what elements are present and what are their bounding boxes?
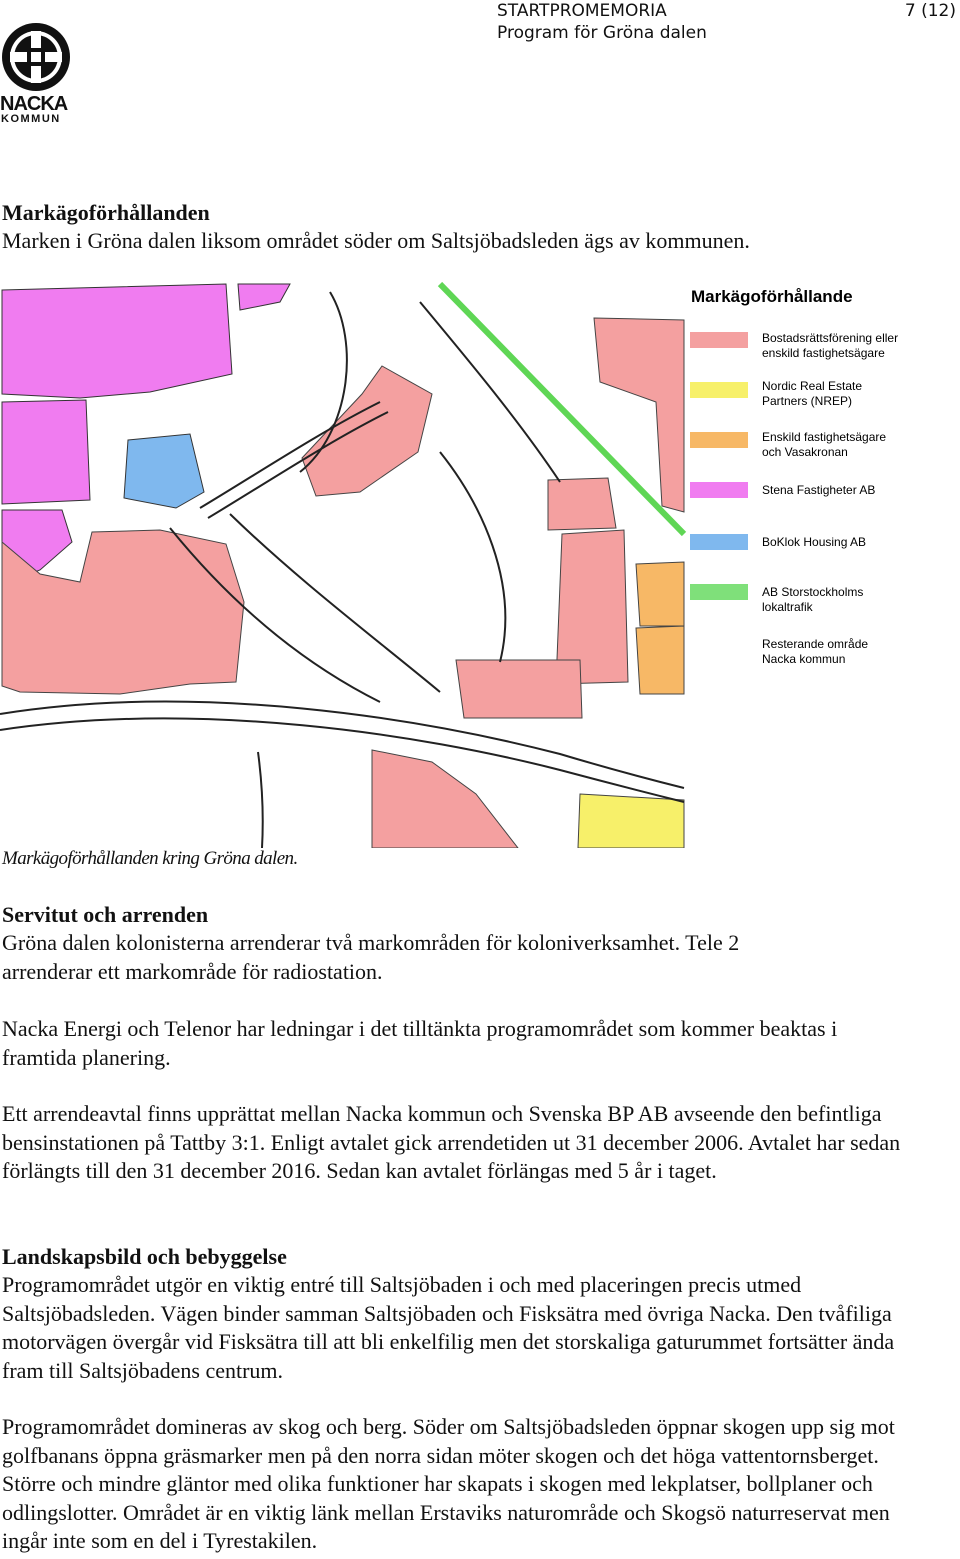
logo-name: NACKA (0, 93, 68, 115)
legend-label: Enskild fastighetsägare (762, 430, 887, 444)
vasakronan-areas (636, 562, 684, 694)
nrep-area (578, 794, 684, 848)
legend-label: och Vasakronan (762, 445, 848, 459)
map-caption: Markägoförhållanden kring Gröna dalen. (2, 848, 298, 869)
paragraph: Programområdet domineras av skog och berg. Söder om Saltsjöbadsleden öppnar skogen upp sig mot golfbanans öppna gräsmarker men på den norra sidan möter skogen och det höga vattentornsberget. Större och mindre gläntor med olika funktioner har skapats i skogen med lekplatser, bollplaner och odlingslotter. Området är en viktig länk mellan Erstaviks naturområde och Skogsö naturreservat men ingår inte som en del i Tyrestakilen. (2, 1414, 895, 1554)
section-heading-servitut: Servitut och arrenden (2, 902, 209, 927)
nacka-kommun-logo (0, 22, 76, 126)
header-title: STARTPROMEMORIA (497, 1, 667, 21)
legend-label: Partners (NREP) (762, 394, 853, 408)
section-heading-markagoforhallanden: Markägoförhållanden (2, 200, 210, 225)
legend-label: AB Storstockholms (762, 585, 864, 599)
paragraph: Marken i Gröna dalen liksom området söder om Saltsjöbadsleden ägs av kommunen. (2, 228, 750, 253)
page-number: 7 (12) (904, 1, 956, 21)
header-subtitle: Program för Gröna dalen (497, 23, 707, 43)
legend-swatch (690, 534, 748, 550)
legend-label: lokaltrafik (762, 600, 813, 614)
legend-swatch (690, 482, 748, 498)
legend-swatch (690, 332, 748, 348)
legend-label: enskild fastighetsägare (762, 346, 885, 360)
legend-swatch (690, 432, 748, 448)
legend-title: Markägoförhållande (691, 287, 853, 306)
paragraph: Programområdet utgör en viktig entré till Saltsjöbaden i och med placeringen precis utmed Saltsjöbadsleden. Vägen binder samman Saltsjöbaden och Fisksätra med övriga Nacka. Den tvåfiliga motorvägen övergår vid Fisksätra till att bli enkelfilig men det storskaliga gaturummet fortsätter ända fram till Saltsjöbadens centrum. (2, 1272, 895, 1383)
ownership-map (0, 282, 960, 848)
paragraph: Gröna dalen kolonisterna arrenderar två markområden för koloniverksamhet. Tele 2 arrenderar ett markområde för radiostation. (2, 930, 740, 984)
legend-swatch (690, 584, 748, 600)
boklok-area (124, 434, 204, 508)
paragraph: Nacka Energi och Telenor har ledningar i det tilltänkta programområdet som kommer beaktas i framtida planering. (2, 1016, 838, 1070)
legend-swatch (690, 382, 748, 398)
legend-label: Bostadsrättsförening eller (762, 331, 899, 345)
paragraph: Ett arrendeavtal finns upprättat mellan Nacka kommun och Svenska BP AB avseende den befintliga bensinstationen på Tattby 3:1. Enligt avtalet gick arrendetiden ut 31 december 2006. Avtalet har sedan förlängts till den 31 december 2016. Sedan kan avtalet förlängas med 5 år i taget. (2, 1101, 901, 1184)
logo-sub: KOMMUN (1, 113, 61, 125)
legend-label: Stena Fastigheter AB (762, 483, 876, 497)
legend-label: BoKlok Housing AB (762, 535, 867, 549)
legend-label: Nacka kommun (762, 652, 846, 666)
legend-label: Nordic Real Estate (762, 379, 863, 393)
section-heading-landskapsbild: Landskapsbild och bebyggelse (2, 1244, 287, 1269)
legend (690, 331, 898, 666)
legend-label: Resterande område (762, 637, 869, 651)
